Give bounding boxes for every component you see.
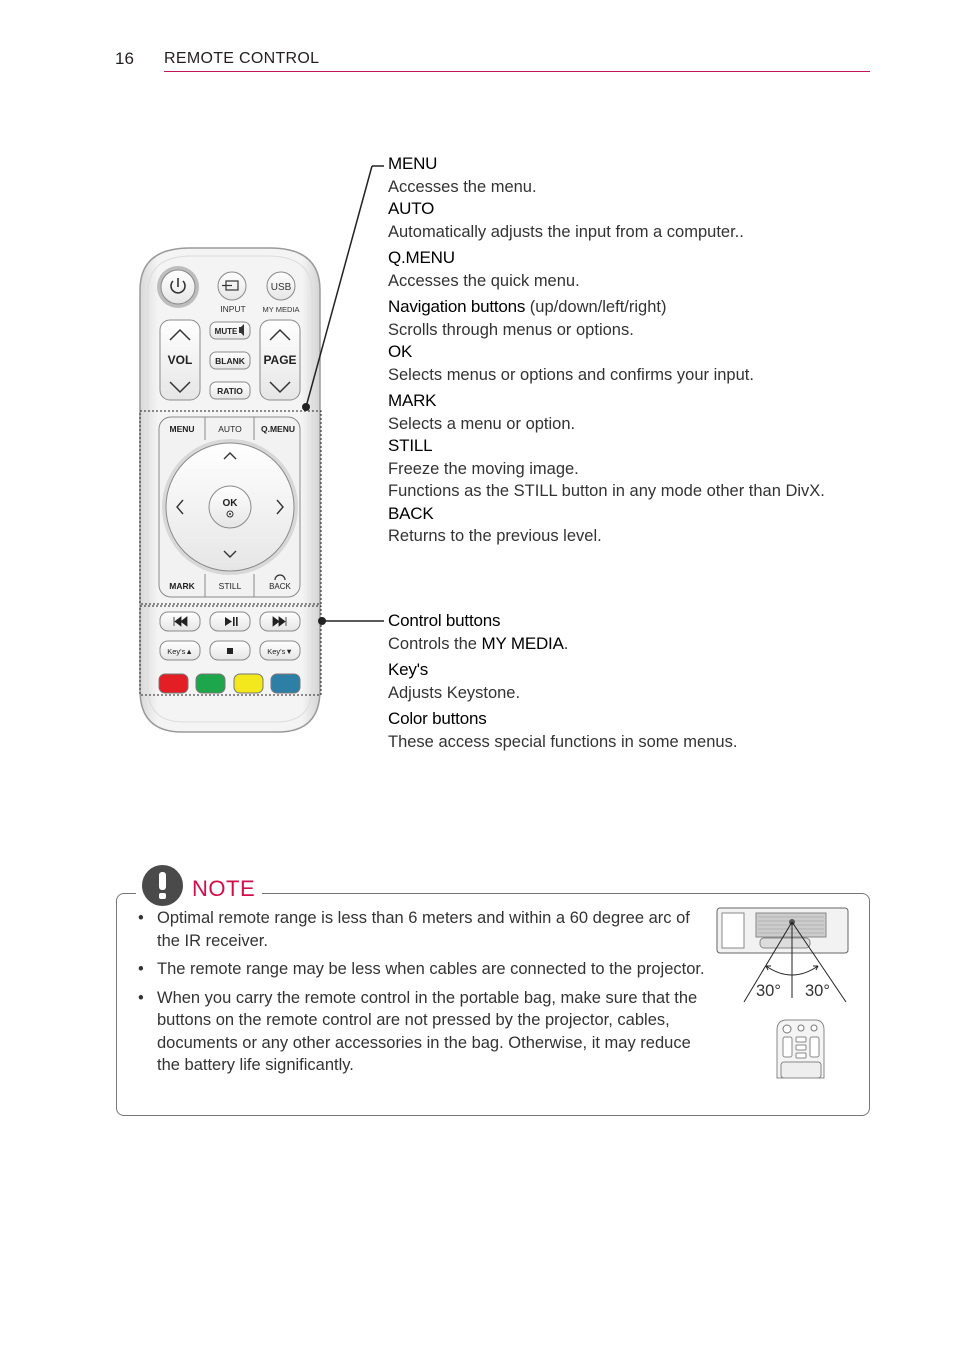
auto-key-label: AUTO	[218, 424, 242, 434]
note-title: NOTE	[192, 876, 256, 901]
vol-rocker	[160, 320, 200, 400]
prev-button	[160, 612, 200, 631]
lower-descriptions	[388, 610, 737, 753]
mute-button	[210, 322, 250, 339]
note-list	[134, 907, 709, 1083]
red-color-button	[159, 674, 188, 693]
power-button	[157, 266, 199, 308]
small-remote	[777, 1020, 824, 1078]
svg-text:Key's▼: Key's▼	[267, 647, 293, 656]
qmenu-key-label: Q.MENU	[261, 424, 295, 434]
next-button	[260, 612, 300, 631]
page-number: 16	[115, 49, 134, 68]
page-rocker	[260, 320, 300, 400]
qmenu-desc: Q.MENU Accesses the quick menu.	[388, 248, 580, 290]
mark-desc: MARK Selects a menu or option.	[388, 391, 576, 433]
ok-key-label: OK	[222, 498, 238, 509]
blue-color-button	[271, 674, 300, 693]
vol-label: VOL	[167, 353, 193, 367]
still-desc: STILL Freeze the moving image. Functions as the STILL button in any mode other than DivX.	[388, 436, 825, 500]
input-button	[218, 272, 246, 300]
menu-key-label: MENU	[169, 424, 195, 434]
ratio-button	[210, 382, 250, 399]
play-pause-button	[210, 612, 250, 631]
yellow-color-button	[234, 674, 263, 693]
still-key-label: STILL	[218, 581, 242, 591]
back-key-label: BACK	[269, 582, 291, 591]
control-buttons-desc: Control buttons Controls the MY MEDIA.	[388, 611, 569, 653]
note-item: • Optimal remote range is less than 6 meters and within a 60 degree arc of the IR receiver.	[134, 907, 709, 952]
blank-button	[210, 352, 250, 369]
usb-label: USB	[270, 282, 292, 293]
auto-desc: AUTO Automatically adjusts the input from a computer..	[388, 199, 744, 241]
keys-desc: Key's Adjusts Keystone.	[388, 660, 521, 702]
keys-up-button	[160, 641, 200, 660]
green-color-button	[196, 674, 225, 693]
ok-desc: OK Selects menus or options and confirms your input.	[388, 342, 754, 384]
keys-down-button	[260, 641, 300, 660]
my-media-label: MY MEDIA	[262, 305, 300, 314]
upper-descriptions	[388, 153, 828, 548]
input-label: INPUT	[220, 304, 246, 314]
svg-text:Key's▲: Key's▲	[167, 647, 193, 656]
section-title: REMOTE CONTROL	[164, 50, 320, 67]
navigation-desc: Navigation buttons (up/down/left/right) Scrolls through menus or options.	[388, 297, 667, 339]
blank-label: BLANK	[215, 356, 245, 366]
mute-label: MUTE	[214, 327, 238, 336]
usb-button	[267, 272, 295, 300]
color-buttons-desc: Color buttons These access special functions in some menus.	[388, 709, 738, 751]
angle-left-label: 30°	[756, 982, 781, 1000]
note-item: • When you carry the remote control in the portable bag, make sure that the buttons on the remote control are not pressed by the projector, cables, documents or any other accessories in the bag. Otherwise, it may reduce the battery life significantly.	[134, 987, 709, 1077]
stop-button	[210, 641, 250, 660]
ratio-label: RATIO	[217, 386, 243, 396]
exclamation-icon	[142, 865, 183, 906]
note-item: • The remote range may be less when cables are connected to the projector.	[134, 958, 709, 981]
back-desc: BACK Returns to the previous level.	[388, 503, 602, 545]
mark-key-label: MARK	[169, 581, 195, 591]
angle-right-label: 30°	[805, 982, 830, 1000]
menu-desc: MENU Accesses the menu.	[388, 154, 537, 196]
page-label: PAGE	[263, 353, 297, 367]
